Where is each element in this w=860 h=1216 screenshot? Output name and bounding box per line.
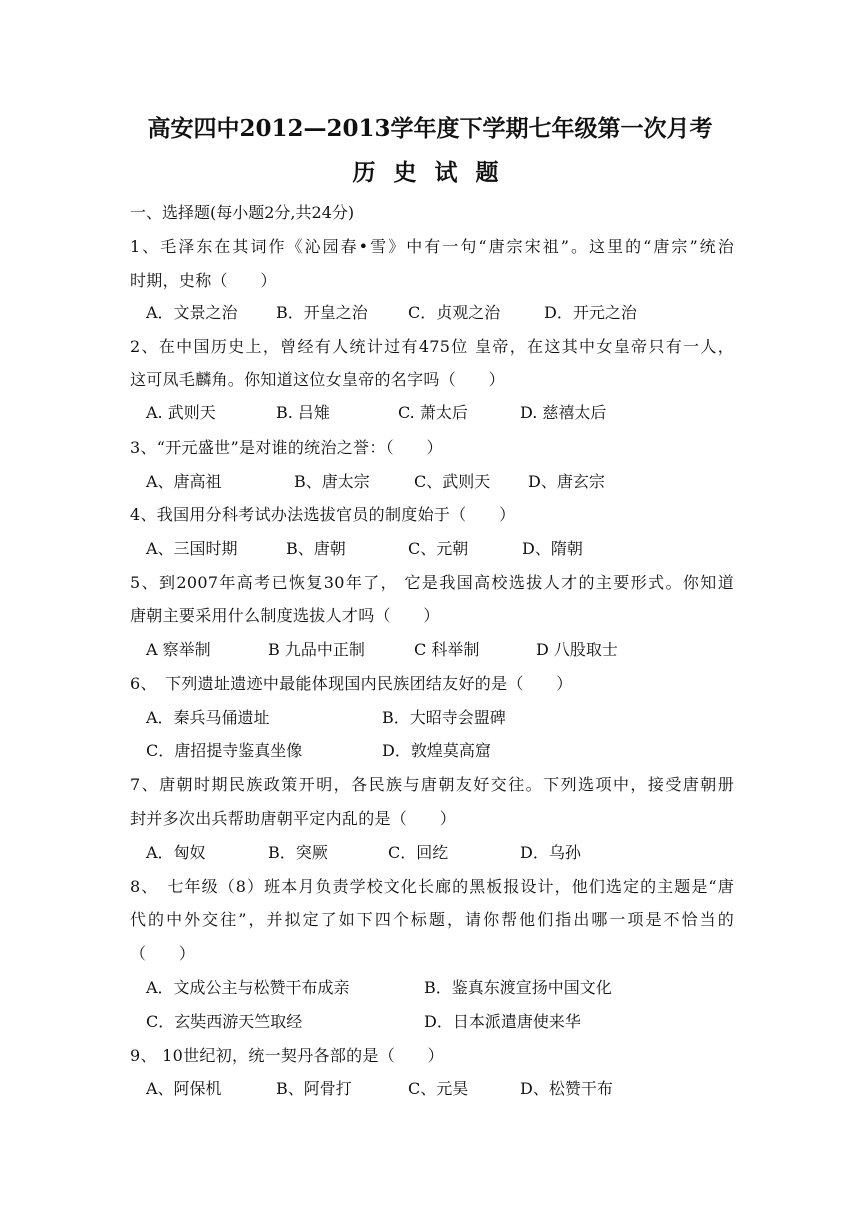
question-5-option-c: C 科举制 (414, 640, 480, 659)
question-1-line-2: 时期，史称（ ） (130, 271, 277, 290)
question-2-option-c: C. 萧太后 (398, 403, 468, 422)
question-3-option-b: B、唐太宗 (294, 472, 370, 491)
question-3-option-a: A、唐高祖 (146, 472, 222, 491)
question-5-option-a: A 察举制 (146, 640, 211, 659)
question-1-option-b: B．开皇之治 (276, 303, 368, 322)
question-2-line-1: 2、在中国历史上，曾经有人统计过有475位 皇帝，在这其中女皇帝只有一人， (130, 337, 734, 356)
question-6-option-a: A．秦兵马俑遗址 (146, 708, 270, 727)
question-6-option-b: B．大昭寺会盟碑 (382, 708, 506, 727)
question-9-line-1: 9、 10世纪初，统一契丹各部的是（ ） (130, 1046, 444, 1065)
question-5-line-2: 唐朝主要采用什么制度选拔人才吗（ ） (130, 606, 440, 625)
question-4-option-b: B、唐朝 (286, 539, 346, 558)
question-5-line-1: 5、到2007年高考已恢复30年了， 它是我国高校选拔人才的主要形式。你知道 (130, 573, 734, 592)
question-7-line-1: 7、唐朝时期民族政策开明，各民族与唐朝友好交往。下列选项中，接受唐朝册 (130, 775, 734, 794)
question-9-option-c: C、元昊 (408, 1079, 469, 1098)
question-2-option-d: D. 慈禧太后 (520, 403, 607, 422)
question-8-option-a: A．文成公主与松赞干布成亲 (146, 978, 350, 997)
question-2-option-a: A. 武则天 (146, 403, 216, 422)
question-8-line-1: 8、 七年级（8）班本月负责学校文化长廊的黑板报设计，他们选定的主题是“唐 (130, 877, 734, 896)
question-4-option-d: D、隋朝 (522, 539, 583, 558)
question-9-option-d: D、松赞干布 (520, 1079, 613, 1098)
question-9-option-b: B、阿骨打 (276, 1079, 352, 1098)
question-2-line-2: 这可凤毛麟角。你知道这位女皇帝的名字吗（ ） (130, 370, 505, 389)
question-3-option-c: C、武则天 (414, 472, 491, 491)
question-3-line-1: 3、“开元盛世”是对谁的统治之誉：（ ） (130, 438, 443, 457)
question-7-option-d: D．乌孙 (520, 843, 581, 862)
question-4-option-c: C、元朝 (408, 539, 469, 558)
question-1-option-d: D．开元之治 (544, 303, 637, 322)
question-2-option-b: B. 吕雉 (276, 403, 330, 422)
question-8-line-2: 代的中外交往”，并拟定了如下四个标题，请你帮他们指出哪一项是不恰当的 (130, 910, 734, 929)
question-6-option-c: C．唐招提寺鉴真坐像 (146, 741, 303, 760)
question-6-option-d: D．敦煌莫高窟 (382, 741, 491, 760)
question-4-line-1: 4、我国用分科考试办法选拔官员的制度始于（ ） (130, 505, 516, 524)
exam-subtitle: 历史试题 (352, 159, 517, 186)
question-8-option-c: C．玄奘西游天竺取经 (146, 1012, 303, 1031)
question-8-line-3: （ ） (130, 944, 196, 963)
question-9-option-a: A、阿保机 (146, 1079, 222, 1098)
exam-title: 高安四中2012—2013学年度下学期七年级第一次月考 (147, 115, 713, 142)
question-7-option-a: A．匈奴 (146, 843, 206, 862)
question-3-option-d: D、唐玄宗 (528, 472, 605, 491)
question-1-line-1: 1、毛泽东在其词作《沁园春•雪》中有一句“唐宗宋祖”。这里的“唐宗”统治 (130, 237, 734, 256)
question-7-line-2: 封并多次出兵帮助唐朝平定内乱的是（ ） (130, 809, 457, 828)
question-5-option-d: D 八股取士 (536, 640, 618, 659)
question-6-line-1: 6、 下列遗址遗迹中最能体现国内民族团结友好的是（ ） (130, 674, 573, 693)
question-8-option-b: B．鉴真东渡宣扬中国文化 (424, 978, 612, 997)
question-8-option-d: D．日本派遣唐使来华 (424, 1012, 581, 1031)
section-heading: 一、选择题(每小题2分,共24分) (130, 203, 355, 222)
question-4-option-a: A、三国时期 (146, 539, 238, 558)
question-7-option-b: B．突厥 (268, 843, 328, 862)
question-1-option-a: A．文景之治 (146, 303, 238, 322)
question-1-option-c: C．贞观之治 (408, 303, 501, 322)
question-7-option-c: C．回纥 (388, 843, 449, 862)
question-5-option-b: B 九品中正制 (268, 640, 365, 659)
